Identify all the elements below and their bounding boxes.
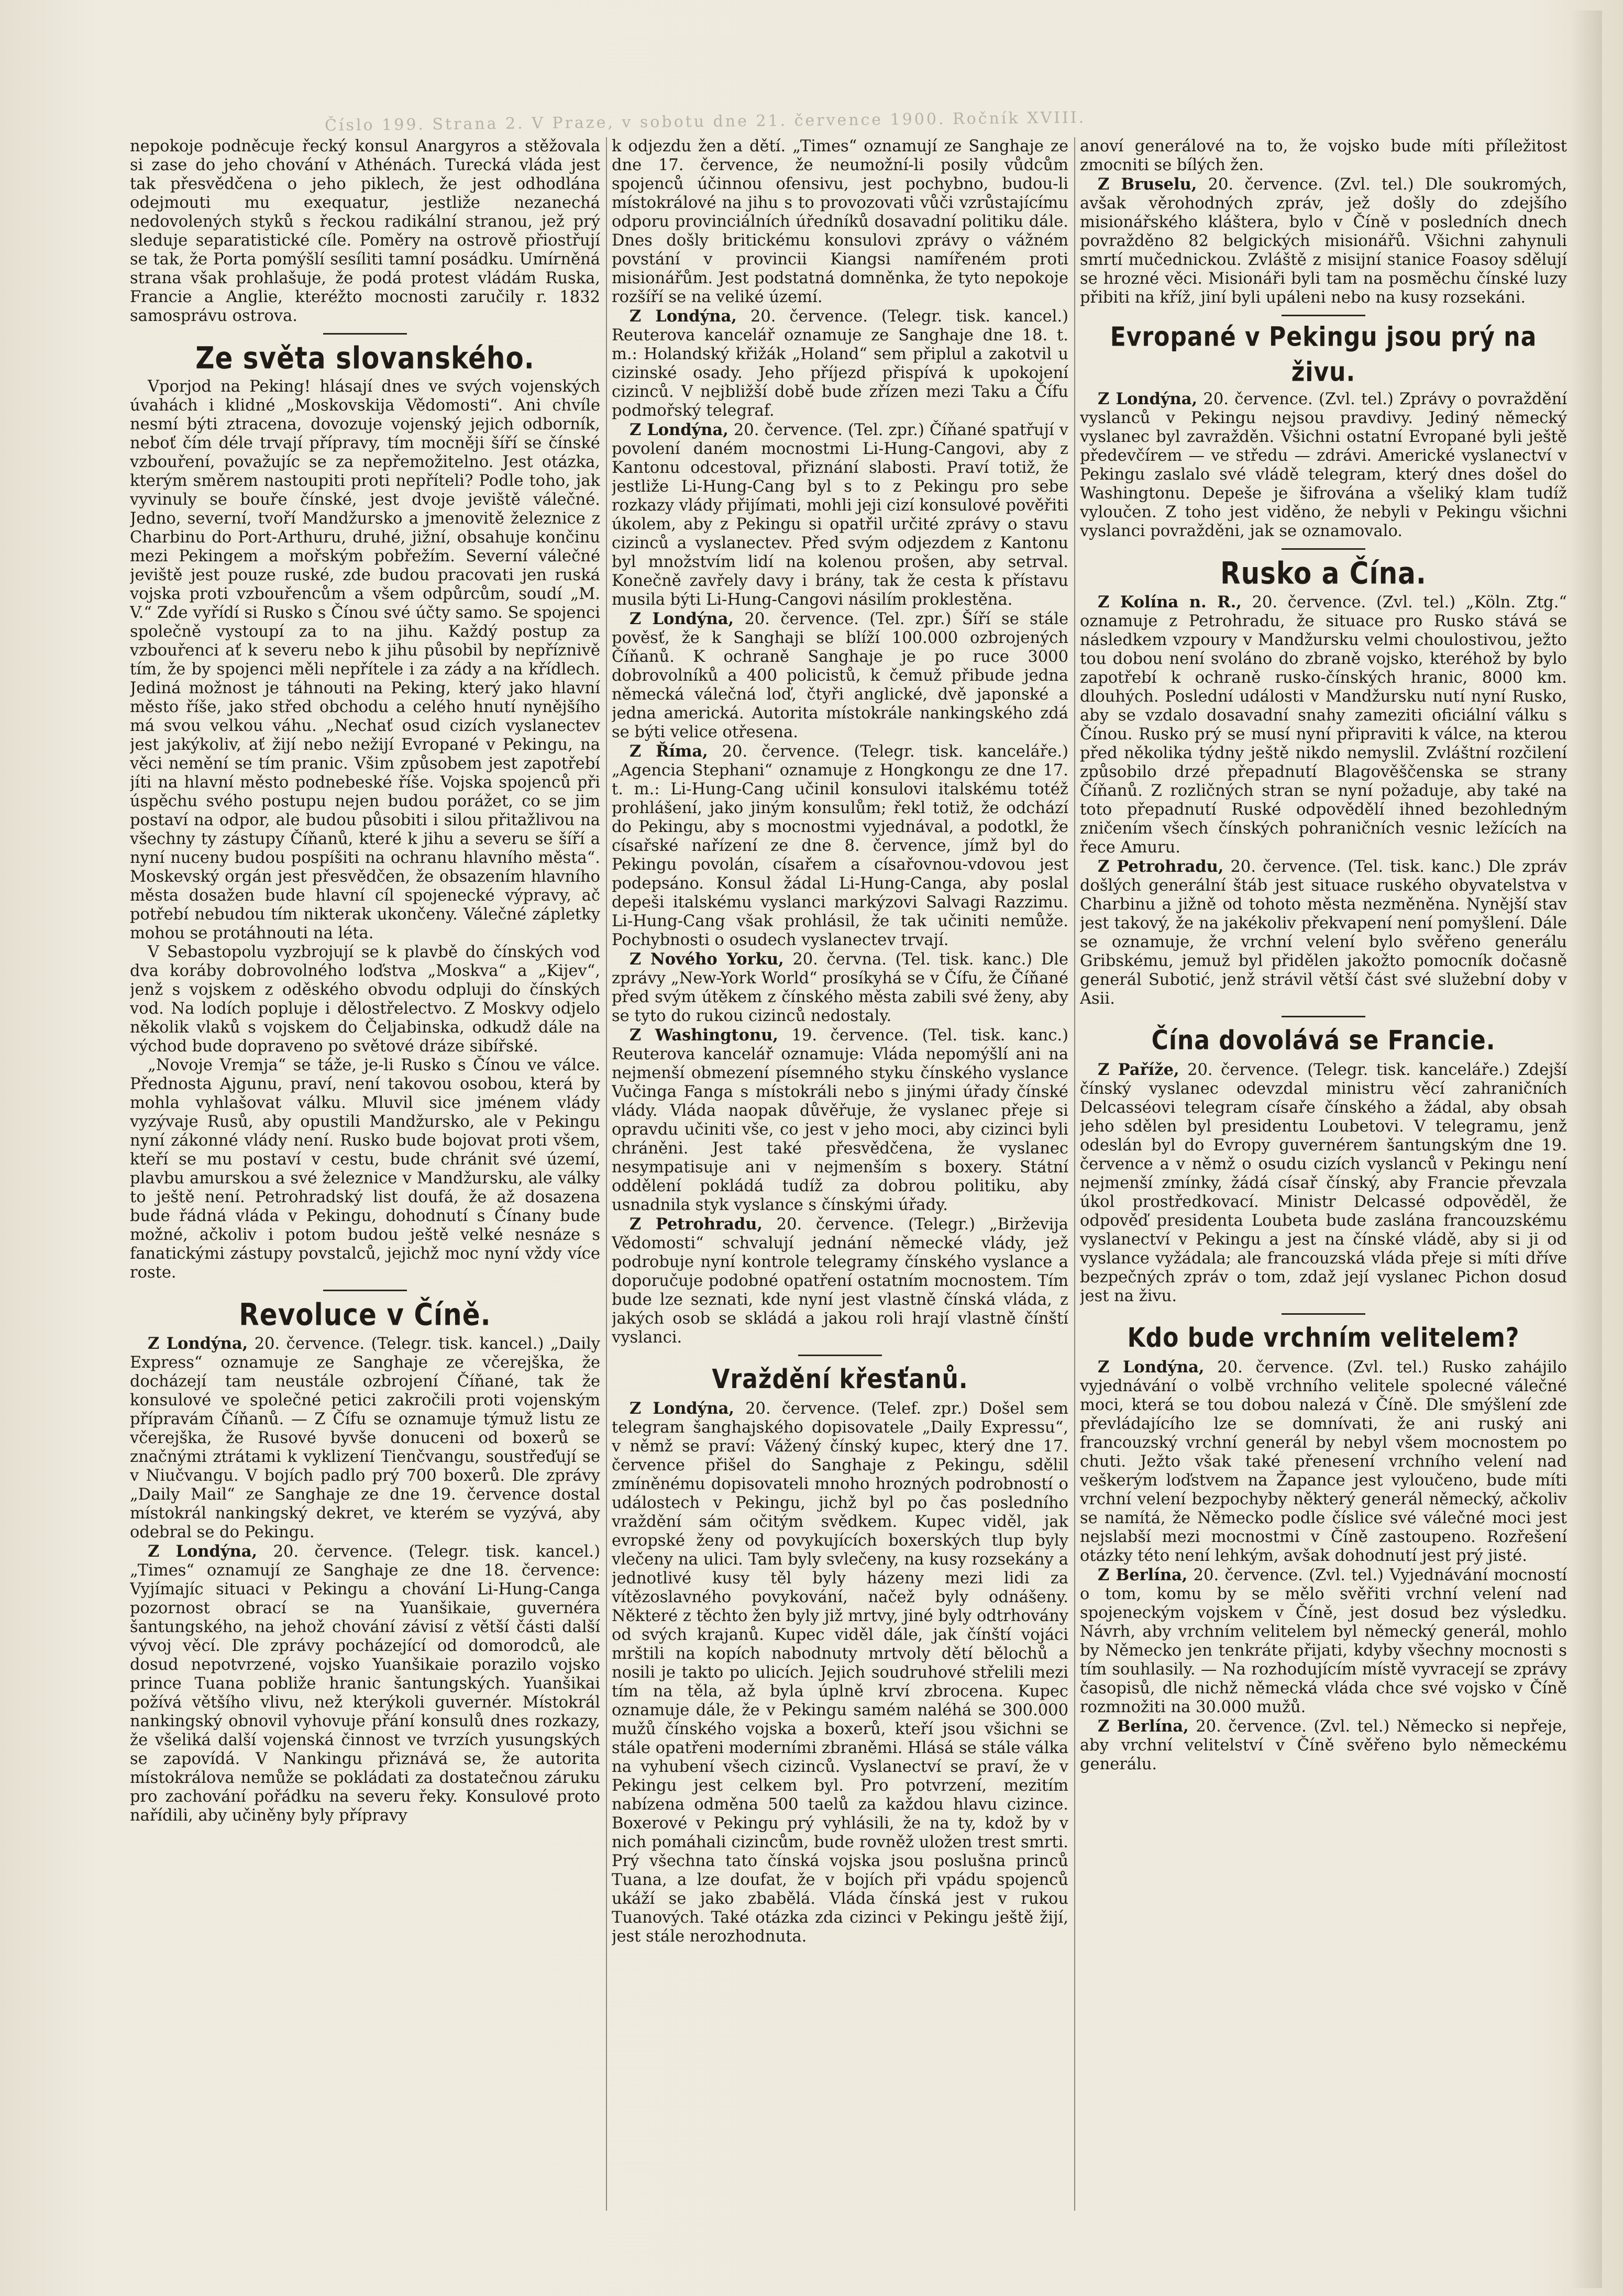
paragraph-text: anoví generálové na to, že vojsko bude míti příležitost zmocniti se bílých žen. — [1080, 137, 1567, 174]
dateline: Z Paříže, — [1098, 1060, 1179, 1079]
paragraph-text: 20. července. (Zvl. tel.) „Köln. Ztg.“ oznamuje z Petrohradu, že situace pro Rusko stává se následkem vzpoury v Mandžursku velmi choulostivou, ježto tou dobou není svoláno do zbraně vojsko, kteréhož by bylo zapotřebí k ochraně rusko-čínských hranic, 8000 km. dlouhých. Poslední události v Mandžursku nutí nyní Rusko, aby se vzdalo dosavadní snahy zameziti oficiální válku s Čínou. Rusko prý se musí nyní připraviti k válce, na kterou před několika týdny ještě nikdo nemyslil. Zvláštní rozčilení způsobilo drzé přepadnutí Blagověščenska se strany Číňanů. Z rozličných stran se nyní požaduje, aby také na toto přepadnutí Ruské odpovědělí ihned bezohledným zničením všech čínských pohraničních vesnic ležících na řece Amuru. — [1080, 593, 1567, 857]
section-heading: Evropané v Pekingu jsou prý na živu. — [1110, 321, 1537, 388]
dateline: Z Berlína, — [1098, 1566, 1188, 1584]
dateline: Z Petrohradu, — [630, 1215, 763, 1234]
article-paragraph — [1080, 175, 1567, 307]
dateline: Z Petrohradu, — [1098, 857, 1224, 876]
article-paragraph — [612, 137, 1068, 307]
column-rule — [1074, 137, 1075, 2211]
article-paragraph — [612, 742, 1068, 950]
dateline: Z Washingtonu, — [630, 1026, 778, 1045]
article-paragraph — [130, 1334, 600, 1542]
section-divider — [1282, 548, 1365, 550]
article-paragraph — [130, 1542, 600, 1825]
article-paragraph — [130, 1056, 600, 1282]
paragraph-text: „Novoje Vremja“ se táže, je-li Rusko s Čínou ve válce. Přednosta Ajgunu, praví, není takovou osobou, která by mohla vyhlašovat válku. Mluvil sice jménem vlády vyzývaje Rusů, aby opustili Mandžursko, ale v Pekingu nyní zákonné vlády není. Rusko bude bojovat proti všem, kteří se mu postaví v cestu, bude chránit své území, plavbu amurskou a své železnice v Mandžursku, ale války to ještě není. Petrohradský list doufá, že až dosazena bude řádná vláda v Pekingu, dohodnutí s Čínany bude možné, ačkoliv i potom budou ještě velké nesnáze s fanatickými zástupy povstalců, jejichž moc nyní vždy více roste. — [130, 1056, 600, 1282]
column-1 — [130, 137, 600, 2211]
show-through-header: Číslo 199. Strana 2. V Praze, v sobotu dne 21. července 1900. Ročník XVIII. — [324, 108, 1086, 135]
column-2 — [612, 137, 1068, 2211]
section-divider — [1282, 1313, 1365, 1315]
article-paragraph — [1080, 1717, 1567, 1774]
dateline: Z Londýna, — [1098, 1358, 1205, 1377]
article-paragraph — [130, 943, 600, 1056]
section-heading: Ze světa slovanského. — [195, 340, 535, 376]
dateline: Z Berlína, — [1098, 1717, 1189, 1736]
section-heading: Kdo bude vrchním velitelem? — [1127, 1323, 1520, 1354]
article-paragraph — [130, 137, 600, 326]
article-paragraph — [1080, 390, 1567, 541]
dateline: Z Londýna, — [148, 1542, 258, 1561]
article-paragraph — [612, 1399, 1068, 1946]
paragraph-text: 20. července. (Tel. tisk. kanc.) Dle zpráv došlých generální štáb jest situace ruského obyvatelstva v Charbinu a jižně od tohoto města nezměněna. Nynější stav jest takový, že na jakékoliv překvapení není pomyšlení. Dále se oznamuje, že vrchní velení bylo svěřeno generálu Gribskému, jemuž byl přidělen jakožto pomocník dočasně generál Subotić, jenž strávil větší část své služební doby v Asii. — [1080, 858, 1567, 1008]
article-paragraph — [612, 1215, 1068, 1347]
article-paragraph — [612, 950, 1068, 1026]
article-paragraph — [1080, 857, 1567, 1008]
section-divider — [323, 1290, 407, 1291]
paragraph-text: 20. července. (Telegr. tisk. kancel.) „Daily Express“ oznamuje ze Sanghaje ze včerejška, že docházejí tam neustále ozbrojení Číňané, tak že konsulové ve společné petici zakročili proti vojenským přípravám Číňanů. — Z Čífu se oznamuje týmuž listu ze včerejška, že Rusové byvše donuceni od boxerů se značnými ztrátami k vyklizení Tienčvangu, soustřeďují se v Niučvangu. V bojích padlo prý 700 boxerů. Dle zprávy „Daily Mail“ ze Sanghaje ze dne 19. července dostal místokrál nankingský dekret, ve kterém se vyzývá, aby odebral se do Pekingu. — [130, 1335, 600, 1541]
article-paragraph — [1080, 1566, 1567, 1717]
dateline: Z Londýna, — [630, 609, 734, 628]
section-divider — [1282, 315, 1365, 316]
article-paragraph — [612, 609, 1068, 742]
section-heading: Čína dovolává se Francie. — [1151, 1025, 1496, 1056]
article-paragraph — [612, 420, 1068, 609]
dateline: Z Londýna, — [630, 307, 737, 326]
paragraph-text: 20. července. (Telegr. tisk. kanceláře.) Zdejší čínský vyslanec odevzdal ministru věcí zahraničních Delcasséovi telegram císaře čínského a žádal, aby obsah jeho sdělen byl presidentu Loubetovi. V telegramu, jenž odeslán byl do Evropy guvernérem šantungským dne 19. července a v němž o osudu cizích vyslanců v Pekingu není nejmenší zmínky, žádá císař čínský, aby Francie převzala úkol prostředkovací. Ministr Delcassé odpověděl, že odpověď presidenta Loubeta bude zaslána francouzskému vyslanectví v Pekingu a jest na čínské vládě, aby si ji od vyslance vyžádala; ale francouzská vláda přeje si míti dříve bezpečných zpráv o tom, zdaž její vyslanec Pichon dosud jest na živu. — [1080, 1061, 1567, 1305]
section-heading: Revoluce v Číně. — [239, 1297, 491, 1333]
paragraph-text: 20. června. (Tel. tisk. kanc.) Dle zprávy „New-York World“ prosíkyhá se v Čífu, že Číňané před svým útěkem z čínského města zabili své ženy, aby se tyto do rukou cizinců nedostaly. — [612, 950, 1068, 1025]
article-paragraph — [1080, 1060, 1567, 1306]
paragraph-text: 20. července. (Telegr. tisk. kanceláře.) „Agencia Stephani“ oznamuje z Hongkongu ze dne 17. t. m.: Li-Hung-Cang učinil konsulovi italskému totéž prohlášení, jako jiným konsulům; řekl totiž, že odchází do Pekingu, aby s mocnostmi vyjednával, a podotkl, že císařské nařízení ze dne 8. července, jímž byl do Pekingu povolán, císařem a císařovnou-vdovou jest podepsáno. Konsul žádal Li-Hung-Canga, aby poslal depeši italskému vyslanci markýzovi Salvagi Razzimu. Li-Hung-Cang však prohlásil, že tak učiniti nemůže. Pochybnosti o osudech vyslanectev trvají. — [612, 742, 1068, 949]
paragraph-text: 20. července. (Telegr. tisk. kancel.) Reuterova kancelář oznamuje ze Sanghaje dne 18. t. m.: Holandský křižák „Holand“ sem připlul a zakotvil u cizinské osady. Jeho příjezd přispívá k upokojení cizinců. V nejbližší době bude zřízen mezi Taku a Čífu podmořský telegraf. — [612, 307, 1068, 420]
dateline: Z Londýna, — [148, 1334, 248, 1353]
dateline: Z Nového Yorku, — [630, 950, 784, 969]
article-paragraph — [1080, 593, 1567, 857]
paragraph-text: 20. července. (Tel. zpr.) Číňané spatřují v povolení daném mocnostmi Li-Hung-Cangovi, aby z Kantonu odcestoval, přiznání slabosti. Praví totiž, že jestliže Li-Hung-Cang byl s to z Pekingu pro sebe rozkazy vlády přijímati, mohli jeji cizí konsulové pověřiti úkolem, aby z Pekingu si opatřil určité zprávy o stavu cizinců a vyslanectev. Před svým odjezdem z Kantonu byl množstvím lidí na kolenou prošen, aby setrval. Konečně zavřely davy i brány, tak že cesta k přístavu musila býti Li-Hung-Cangovi násilím proklestěna. — [612, 421, 1068, 609]
paragraph-text: 20. července. (Telegr.) „Birževija Vědomosti“ schvalují jednání německé vlády, jež podrobuje nyní kontrole telegramy čínského vyslance a doporučuje podobné opatření ostatním mocnostem. Tím bude lze seznati, kde nyní jest vlastně čínská vláda, z jakých osob se skládá a jakou roli hrají vlastně čínští vyslanci. — [612, 1215, 1068, 1347]
page-edge-shadow — [1571, 10, 1602, 2288]
paragraph-text: 19. července. (Tel. tisk. kanc.) Reuterova kancelář oznamuje: Vláda nepomýšlí ani na nejmenší obmezení písemného styku čínského vyslance Vučinga Fanga s místokráli nebo s jinými úřady čínské vlády. Vláda naopak důvěřuje, že vyslanec přeje si opravdu učiniti vše, co jest v jeho moci, aby cizinci byli chráněni. Jest také přesvědčena, že vyslanec nesympatisuje ani v nejmenším s boxery. Státní oddělení pokládá tudíž za dobrou politiku, aby usnadnila styk vyslance s čínskými úřady. — [612, 1026, 1068, 1214]
section-divider — [323, 333, 407, 335]
dateline: Z Londýna, — [630, 420, 728, 439]
paragraph-text: 20. července. (Zvl. tel.) Dle soukromých, avšak věrohodných zpráv, jež došly do zdejšího misionářského kláštera, bylo v Číně v posledních dnech povražděno 82 belgických misionářů. Všichni zahynuli smrtí mučednickou. Zvláště z misijní stanice Foasoy sdělují se hrozné věci. Misionáři byli tam na posměchu čínské luzy přibiti na kříž, jiní byli upáleni nebo na kusy rozsekáni. — [1080, 175, 1567, 307]
paragraph-text: 20. července. (Zvl. tel.) Rusko zahájilo vyjednávání o volbě vrchního velitele spolecné válečné moci, která se tou dobou nalezá v Číně. Dle smýšlení zde převládajícího lze se domnívati, že ani ruský ani francouzský vrchní generál by nebyl všem mocnostem po chuti. Ježto však také přenesení vrchního velení nad veškerým loďstvem na Žapance jest vyloučeno, bude míti vrchní velení bezpochyby některý generál německý, ačkoliv se namítá, že Německo podle číslice své válečné moci jest nejslabší mezi mocnostmi v Číně zastoupeno. Rozřešení otázky této není lehkým, avšak dohodnutí jest prý jisté. — [1080, 1358, 1567, 1565]
paragraph-text: nepokoje podněcuje řecký konsul Anargyros a stěžovala si zase do jeho chování v Athénách. Turecká vláda jest tak přesvědčena o jeho piklech, že jest odhodlána odejmouti mu exequatur, jestliže nezanechá nedovolených styků s řeckou radikální stranou, jež prý sleduje separatistické cíle. Poměry na ostrově přiostřují se tak, že Porta pomýšlí sesíliti tamní posádku. Umírněná strana však prohlašuje, že podá protest vládám Ruska, Francie a Anglie, kteréžto mocnosti zaručily r. 1832 samosprávu ostrova. — [130, 137, 600, 325]
paragraph-text: 20. července. (Zvl. tel.) Zprávy o povraždění vyslanců v Pekingu nejsou pravdivy. Jediný německý vyslanec byl zavražděn. Všichni ostatní Evropané byli ještě předevčírem — ve středu — zdrávi. Americké vyslanectví v Pekingu zaslalo své vládě telegram, který dnes došel do Washingtonu. Depeše je šifrována a všeliký klam tudíž vyloučen. Z toho jest viděno, že nebyli v Pekingu všichni vyslanci povražděni, jak se oznamovalo. — [1080, 390, 1567, 540]
dateline: Z Kolína n. R., — [1098, 593, 1242, 612]
dateline: Z Londýna, — [1098, 390, 1198, 408]
dateline: Z Říma, — [630, 742, 708, 761]
paragraph-text: 20. července. (Telef. zpr.) Došel sem telegram šanghajského dopisovatele „Daily Expressu“, v němž se praví: Vážený čínský kupec, který dne 17. července přišel do Sanghaje z Pekingu, sdělil zmíněnému dopisovateli mnoho hrozných podrobností o událostech v Pekingu, jichž byl po čas posledního vraždění sám očitým svědkem. Kupec viděl, jak evropské ženy od povykujících boxerských tlup byly vlečeny na ulici. Tam byly svlečeny, na kusy rozsekány a jednotlivé kusy těl byly házeny mezi lidi za vítězoslavného povykování, načež byly odnášeny. Některé z těchto žen byly již mrtvy, jiné byly odtrhovány od svých krajanů. Kupec viděl dále, jak čínští vojáci mrštili na kopích nabodnuty mrtvoly dětí bělochů a nosili je takto po ulicích. Jejich soudruhové střelili mezi tím na těla, až byla úplně krví zbrocena. Kupec oznamuje dále, že v Pekingu samém naléhá se 300.000 mužů čínského vojska a boxerů, kteří jsou všichni se stále opatřeni moderními zbraněmi. Hlásá se stále válka na vyhubení všech cizinců. Vyslanectví se praví, že v Pekingu jest celkem byl. Pro potvrzení, mezitím nabízena odměna 500 taelů za každou hlavu cizince. Boxerové v Pekingu prý vyhlásili, že na ty, kdož by v nich pomáhali cizincům, bude rovněž uložen trest smrti. Prý všechna tato čínská vojska jsou poslušna princů Tuana, a lze doufat, že v bojích při vpádu spojenců ukáží se jako zbabělá. Vláda čínská jest v rukou Tuanových. Také otázka zda cizinci v Pekingu ještě žijí, jest stále nerozhodnuta. — [612, 1400, 1068, 1946]
column-rule — [606, 137, 607, 2211]
section-divider — [798, 1355, 882, 1356]
paragraph-text: Vporjod na Peking! hlásají dnes ve svých vojenských úvahách i klidné „Moskovskija Vědomosti“. Ani chvíle nesmí býti ztracena, dovozuje vojenský jejich odborník, neboť čím déle trvají přípravy, tím mocněji šíří se čínské vzbouření, považujíc se za nepřemožitelno. Jest otázka, kterým směrem nastoupiti proti nepříteli? Podle toho, jak vyvinuly se bouře čínské, jest dvoje jeviště válečné. Jedno, severní, tvoří Mandžursko a jmenovitě železnice z Charbinu do Port-Arthuru, druhé, jižní, obsahuje končinu mezi Pekingem a mořským pobřežím. Severní válečné jeviště jest pouze ruské, zde budou pracovati jen ruská vojska proti vzbouřencům a všem odpůrcům, soudí „M. V.“ Zde vyřídí si Rusko s Čínou své účty samo. Se spojenci společně vystoupí za to na jihu. Každý postup za vzbouřenci ať k severu nebo k jihu působil by nepříznivě tím, že by spojenci měli nepřítele i za zády a na křídlech. Jediná možnost je táhnouti na Peking, který jako hlavní město říše, jako střed obchodu a celého hnutí nynějšího má svou velkou váhu. „Nechať osud cizích vyslanectev jest jakýkoliv, ať žijí nebo nežijí Evropané v Pekingu, na věci nemění se tím pranic. Všim způsobem jest zapotřebí jíti na hlavní město podnebeské říše. Vojska spojenců při úspěchu svého postupu nejen budou porážet, co se jim postaví na odpor, ale budou působiti i silou přitažlivou na všechny ty zástupy Číňanů, které k jihu a severu se šíří a nyní nuceny budou pospíšiti na ochranu hlavního města“. Moskevský orgán jest přesvědčen, že obsazením hlavního města dosažen bude hlavní cíl spojenecké výpravy, ač potřebí nebudou tím nikterak ukončeny. Válečné zápletky mohou se protáhnouti na léta. — [130, 378, 600, 942]
article-paragraph — [1080, 1358, 1567, 1566]
dateline: Z Bruselu, — [1098, 175, 1197, 194]
paragraph-text: 20. července. (Zvl. tel.) Německo si nepřeje, aby vrchní velitelství v Číně svěřeno bylo německému generálu. — [1080, 1717, 1567, 1773]
paragraph-text: V Sebastopolu vyzbrojují se k plavbě do čínských vod dva koráby dobrovolného loďstva „Moskva“ a „Kijev“, jenž s vojskem z oděského obvodu odpluji do čínských vod. Na lodích popluje i dělostřelectvo. Z Moskvy odjelo několik vlaků s vojskem do Čeljabinska, odkudž dále na východ bude dopraveno po světové dráze sibířské. — [130, 943, 600, 1056]
article-paragraph — [612, 1026, 1068, 1215]
article-paragraph — [1080, 137, 1567, 175]
article-paragraph — [612, 307, 1068, 420]
dateline: Z Londýna, — [630, 1399, 734, 1418]
paragraph-text: 20. července. (Telegr. tisk. kancel.) „Times“ oznamují ze Sanghaje ze dne 18. července: Vyjímajíc situaci v Pekingu a chování Li-Hung-Canga pozornost obrací se na Yuanšikaie, guvernéra šantungského, na jehož chování závisí z větší části další vývoj věcí. Dle zprávy pocházející od domorodců, ale dosud nepotvrzené, vojsko Yuanšikaie porazilo vojsko prince Tuana pobliže hranic šantungských. Yuanšikai požívá většího vlivu, než kterýkoli guvernér. Místokrál nankingský obnovil vyhovuje přání konsulů dnes rozkazy, že všeliká další vojenská činnost ve tvrzích yusungských se zapovídá. V Nankingu přiznává se, že autorita místokrálova nemůže se pokládati za dostatečnou záruku pro zachování pořádku na severu řeky. Konsulové proto nařídili, aby učiněny byly přípravy — [130, 1543, 600, 1825]
paragraph-text: k odjezdu žen a dětí. „Times“ oznamují ze Sanghaje ze dne 17. července, že neumožní-li posily vůdcům spojenců účinnou ofensivu, jest pochybno, budou-li místokrálové na jihu s to provozovati vůči vzrůstajícímu odporu provinciálních úředníků dosavadní politiku dále. Dnes došly britickému konsulovi zprávy o vážném povstání v provincii Kiangsi namířeném proti misionářům. Jest podstatná domněnka, že tyto nepokoje rozšíří se na veliké území. — [612, 137, 1068, 306]
paragraph-text: 20. července. (Tel. zpr.) Šíří se stále pověsť, že k Sanghaji se blíží 100.000 ozbrojených Číňanů. K ochraně Sanghaje je po ruce 3000 dobrovolníků a 400 policistů, k čemuž přibude jedna německá válečná loď, čtyři anglické, dvě japonské a jedna americká. Autorita místokrále nankingského zdá se býti velice otřesena. — [612, 610, 1068, 741]
section-heading: Rusko a Čína. — [1220, 556, 1427, 591]
paragraph-text: 20. července. (Zvl. tel.) Vyjednávání mocností o tom, komu by se mělo svěřiti vrchní velení nad spojeneckým vojskem v Číně, jest dosud bez výsledku. Návrh, aby vrchním velitelem byl německý generál, mohlo by Německo jen tenkráte přijati, kdyby všechny mocnosti s tím souhlasily. — Na rozhodujícím místě vyvracejí se zprávy časopisů, dle nichž německá vláda chce své vojsko v Číně rozmnožiti na 30.000 mužů. — [1080, 1566, 1567, 1716]
section-divider — [1282, 1016, 1365, 1017]
section-heading: Vraždění křesťanů. — [712, 1364, 968, 1395]
article-paragraph — [130, 378, 600, 943]
column-3 — [1080, 137, 1567, 2211]
